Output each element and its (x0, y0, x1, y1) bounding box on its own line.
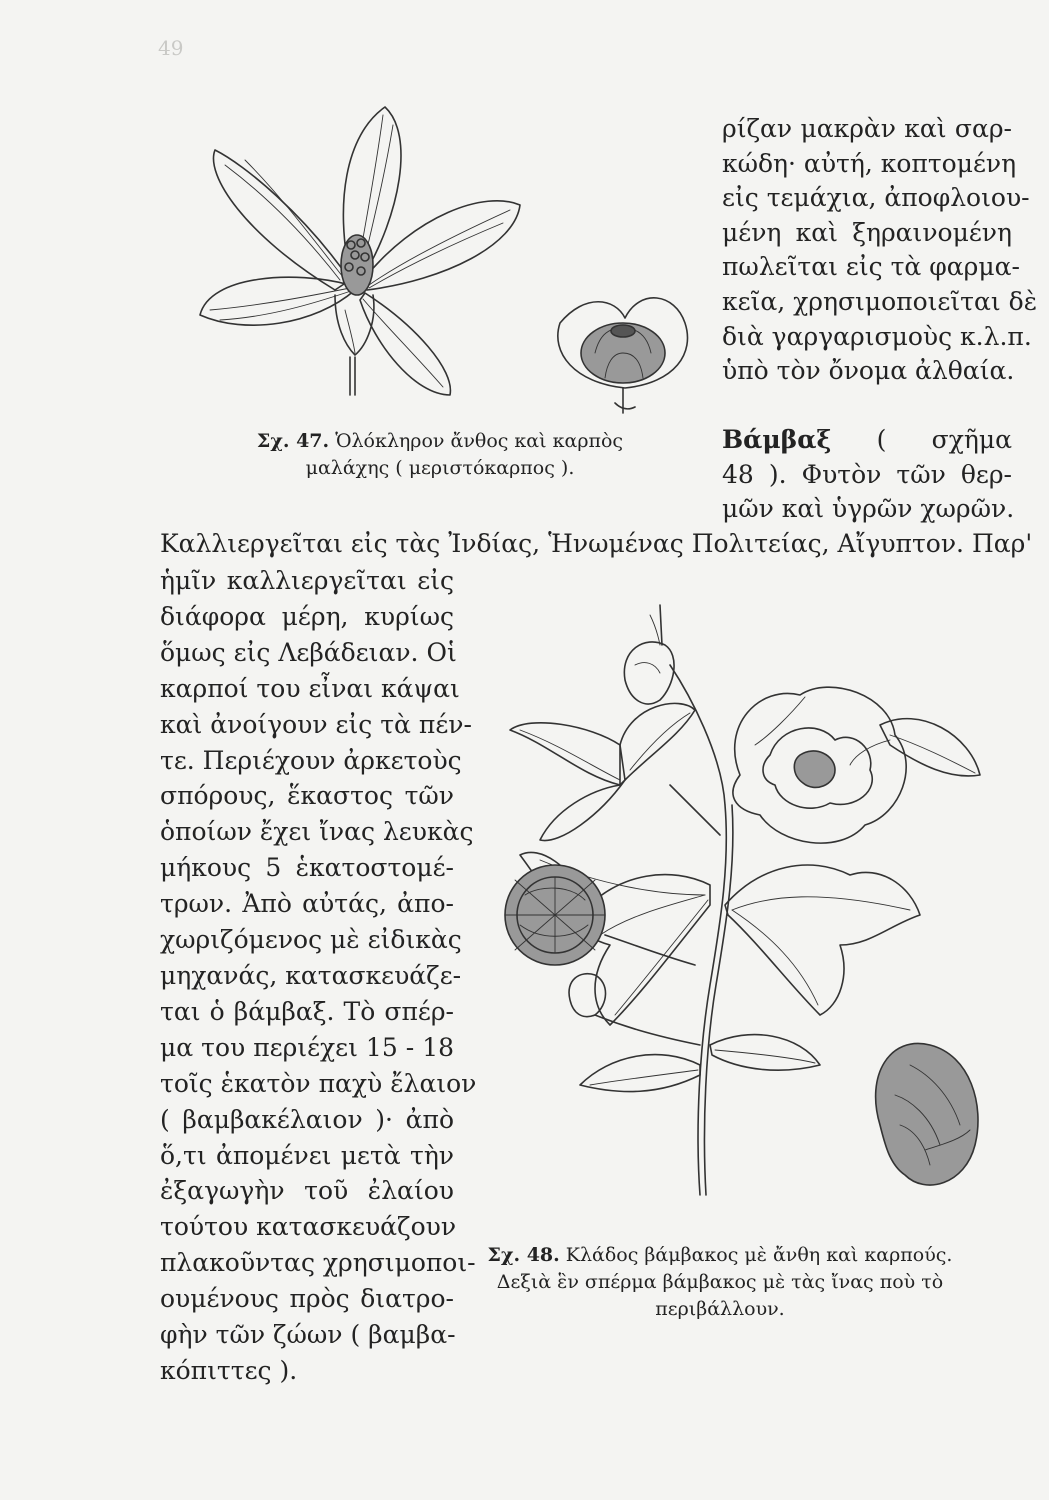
figure-48-label: Σχ. 48. (487, 1244, 560, 1266)
text-line: ὁποίων ἔχει ἴνας λευκὰς (160, 817, 474, 847)
text-line: χωριζόμενος μὲ εἰδικὰς (160, 925, 462, 955)
text-line: μήκους 5 ἑκατοστομέ- (160, 853, 454, 883)
text-line: διάφορα μέρη, κυρίως (160, 601, 454, 631)
text-line: κεῖα, χρησιμοποιεῖται δὲ (722, 286, 1038, 316)
vamvax-term: Βάμβαξ (722, 425, 832, 454)
text-line: ὅμως εἰς Λεβάδειαν. Οἱ (160, 637, 457, 667)
mallow-flower-illustration (185, 95, 530, 415)
vamvax-line-1 (722, 423, 1012, 458)
cotton-branch-illustration (470, 605, 990, 1225)
right-column-text (722, 112, 1038, 389)
vamvax-entry (722, 423, 1015, 527)
text-line: ουμένους πρὸς διατρο- (160, 1284, 454, 1314)
text-line: πωλεῖται εἰς τὰ φαρμα- (722, 252, 1020, 282)
figure-47-label: Σχ. 47. (256, 430, 330, 452)
vamvax-line-3: μῶν καὶ ὑγρῶν χωρῶν. (722, 494, 1015, 524)
text-line: καρποί του εἶναι κάψαι (160, 673, 460, 703)
text-line: πλακοῦντας χρησιμοποι- (160, 1248, 476, 1278)
text-line: διὰ γαργαρισμοὺς κ.λ.π. (722, 321, 1032, 351)
text-line: μα του περιέχει 15 - 18 (160, 1032, 454, 1062)
text-line: τούτου κατασκευάζουν (160, 1212, 457, 1242)
text-line: τρων. Ἀπὸ αὐτάς, ἀπο- (160, 889, 454, 919)
vamvax-line-2: 48 ). Φυτὸν τῶν θερ- (722, 459, 1012, 489)
text-line: ἐξαγωγὴν τοῦ ἐλαίου (160, 1176, 454, 1206)
text-line: τε. Περιέχουν ἀρκετοὺς (160, 745, 462, 775)
text-line: ἡμῖν καλλιεργεῖται εἰς (160, 566, 454, 595)
text-line: μένη καὶ ξηραινομένη (722, 217, 1012, 247)
figure-48-caption-line-1: Κλάδος βάμβακος μὲ ἄνθη καὶ καρπούς. (565, 1244, 953, 1266)
text-line: σπόρους, ἕκαστος τῶν (160, 781, 454, 811)
text-line: κώδη· αὐτή, κοπτομένη (722, 148, 1017, 178)
figure-47-caption-line-1: Ὁλόκληρον ἄνθος καὶ καρπὸς (335, 430, 624, 452)
text-line: εἰς τεμάχια, ἀποφλοιου- (722, 183, 1030, 213)
text-line: κόπιττες ). (160, 1355, 298, 1385)
figure-47-caption (230, 428, 650, 482)
figure-47-caption-line-2: μαλάχης ( μεριστόκαρπος ). (305, 457, 575, 479)
page-number: 49 (158, 36, 184, 60)
left-column-text (160, 563, 477, 1389)
text-line: ται ὁ βάμβαξ. Τὸ σπέρ- (160, 996, 454, 1026)
text-line: μηχανάς, κατασκευάζε- (160, 960, 462, 990)
figure-48-caption-line-3: περιβάλλουν. (655, 1298, 785, 1320)
text-line: καὶ ἀνοίγουν εἰς τὰ πέν- (160, 709, 472, 739)
figure-48-caption-line-2: Δεξιὰ ἓν σπέρμα βάμβακος μὲ τὰς ἴνας ποὺ τὸ (496, 1271, 944, 1293)
mallow-fruit-illustration (545, 283, 700, 418)
vamvax-line-1-rest: ( σχῆμα (831, 425, 1012, 454)
figure-48-caption (455, 1242, 985, 1323)
text-line: ( βαμβακέλαιον )· ἀπὸ (160, 1104, 454, 1134)
text-line: ρίζαν μακρὰν καὶ σαρ- (722, 114, 1012, 143)
text-line: ὅ,τι ἀπομένει μετὰ τὴν (160, 1140, 454, 1170)
full-width-line: Καλλιεργεῖται εἰς τὰς Ἰνδίας, Ἡνωμένας Πολιτείας, Αἴγυπτον. Παρ' (160, 529, 1033, 558)
text-line: ὑπὸ τὸν ὄνομα ἀλθαία. (722, 356, 1015, 386)
text-line: φὴν τῶν ζώων ( βαμβα- (160, 1320, 456, 1350)
text-line: τοῖς ἑκατὸν παχὺ ἔλαιον (160, 1068, 477, 1098)
